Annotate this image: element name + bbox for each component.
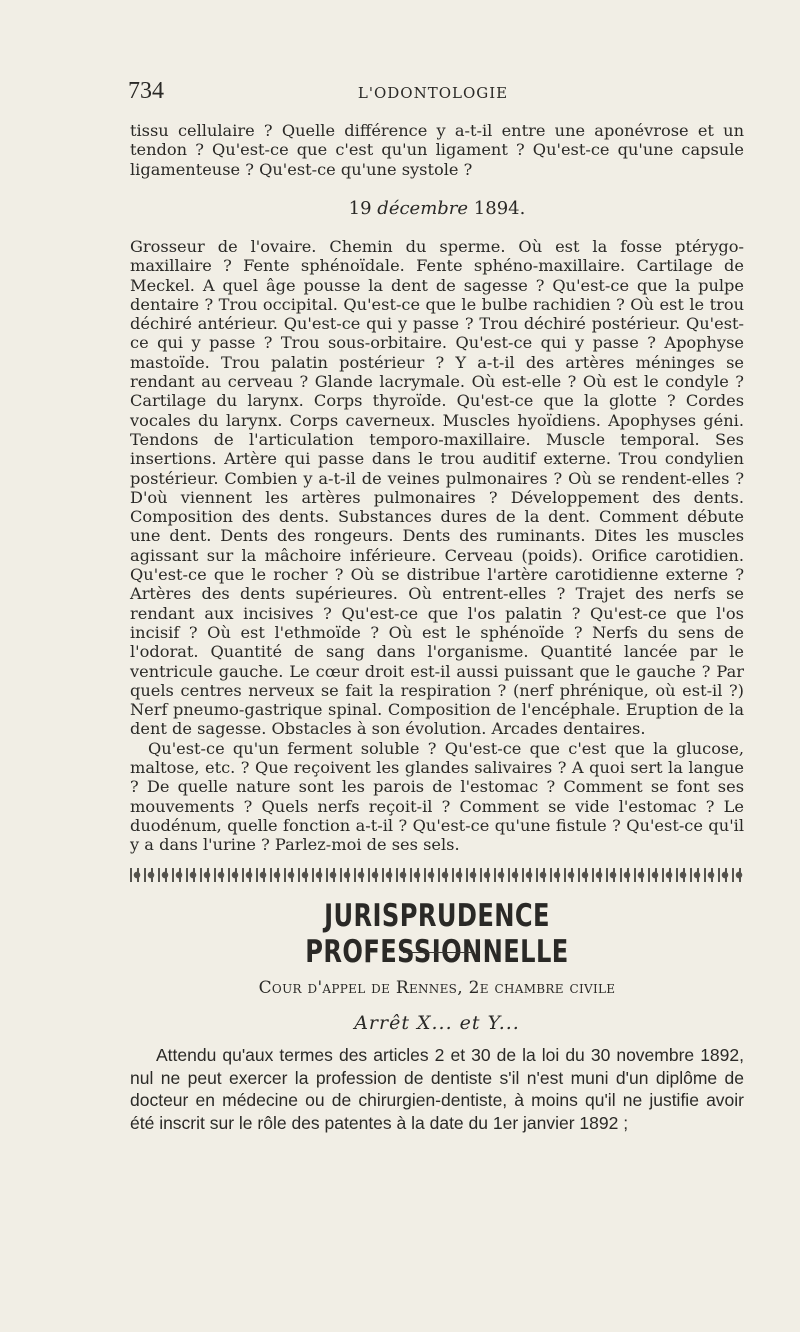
- intro-paragraph: tissu cellulaire ? Quelle différence y a-t-il entre une aponévrose et un tendon ? Qu'est-ce que c'est qu'un ligament ? Qu'est-ce qu'une capsule ligamenteuse ? Qu'est-ce qu'une systole ?: [130, 121, 744, 179]
- title-underline: [403, 952, 473, 953]
- page-number: 734: [128, 78, 164, 104]
- court-heading: Cour d'appel de Rennes, 2e chambre civile: [258, 978, 616, 998]
- section-title: JURISPRUDENCE PROFESSIONNELLE: [305, 898, 569, 970]
- ornament-divider: [130, 868, 744, 882]
- date-month: décembre: [377, 198, 469, 219]
- attendu-paragraph: Attendu qu'aux termes des articles 2 et 30 de la loi du 30 novembre 1892, nul ne peut exercer la profession de dentiste s'il n'est muni d'un diplôme de docteur en médecine ou de chirurgien-dentiste, à moins qu'il ne justifie avoir été inscrit sur le rôle des patentes à la date du 1er janvier 1892 ;: [130, 1045, 744, 1133]
- date-day: 19: [348, 198, 372, 219]
- running-title: L'ODONTOLOGIE: [357, 84, 509, 102]
- paragraph-anatomy: Grosseur de l'ovaire. Chemin du sperme. Où est la fosse ptérygo-maxillaire ? Fente sphénoïdale. Fente sphéno-maxillaire. Cartilage de Meckel. A quel âge pousse la dent de sagesse ? Qu'est-ce que la pulpe dentaire ? Trou occipital. Qu'est-ce que le bulbe rachidien ? Où est le trou déchiré antérieur. Qu'est-ce qui y passe ? Trou déchiré postérieur. Qu'est-ce qui y passe ? Trou sous-orbitaire. Qu'est-ce qui y passe ? Apophyse mastoïde. Trou palatin postérieur ? Y a-t-il des artères méninges se rendant au cerveau ? Glande lacrymale. Où est-elle ? Où est le condyle ? Cartilage du larynx. Corps thyroïde. Qu'est-ce que la glotte ? Cordes vocales du larynx. Corps caverneux. Muscles hyoïdiens. Apophyses géni. Tendons de l'articulation temporo-maxillaire. Muscle temporal. Ses insertions. Artère qui passe dans le trou auditif externe. Trou condylien postérieur. Combien y a-t-il de veines pulmonaires ? Où se rendent-elles ? D'où viennent les artères pulmonaires ? Développement des dents. Composition des dents. Substances dures de la dent. Comment débute une dent. Dents des rongeurs. Dents des ruminants. Dites les muscles agissant sur la mâchoire inférieure. Cerveau (poids). Orifice carotidien. Qu'est-ce que le rocher ? Où se distribue l'artère carotidienne externe ? Artères des dents supérieures. Où entrent-elles ? Trajet des nerfs se rendant aux incisives ? Qu'est-ce que l'os palatin ? Qu'est-ce que l'os incisif ? Où est l'ethmoïde ? Où est le sphénoïde ? Nerfs du sens de l'odorat. Quantité de sang dans l'organisme. Quantité lancée par le ventricule gauche. Le cœur droit est-il aussi puissant que le gauche ? Par quels centres nerveux se fait la respiration ? (nerf phrénique, où est-il ?) Nerf pneumo-gastrique spinal. Composition de l'encéphale. Eruption de la dent de sagesse. Obstacles à son évolution. Arcades dentaires.: [130, 237, 744, 739]
- arret-heading: Arrêt X... et Y...: [354, 1012, 520, 1034]
- date-heading: [130, 198, 744, 219]
- paragraph-physiology: Qu'est-ce qu'un ferment soluble ? Qu'est-ce que c'est que la glucose, maltose, etc. ? Que reçoivent les glandes salivaires ? A quoi sert la langue ? De quelle nature sont les parois de l'estomac ? Comment se font ses mouvements ? Quels nerfs reçoit-il ? Comment se vide l'estomac ? Le duodénum, quelle fonction a-t-il ? Qu'est-ce qu'une fistule ? Qu'est-ce qu'il y a dans l'urine ? Parlez-moi de ses sels.: [130, 738, 744, 855]
- page-header: [128, 78, 738, 108]
- date-year: 1894.: [473, 198, 526, 219]
- exam-questions: [130, 237, 744, 855]
